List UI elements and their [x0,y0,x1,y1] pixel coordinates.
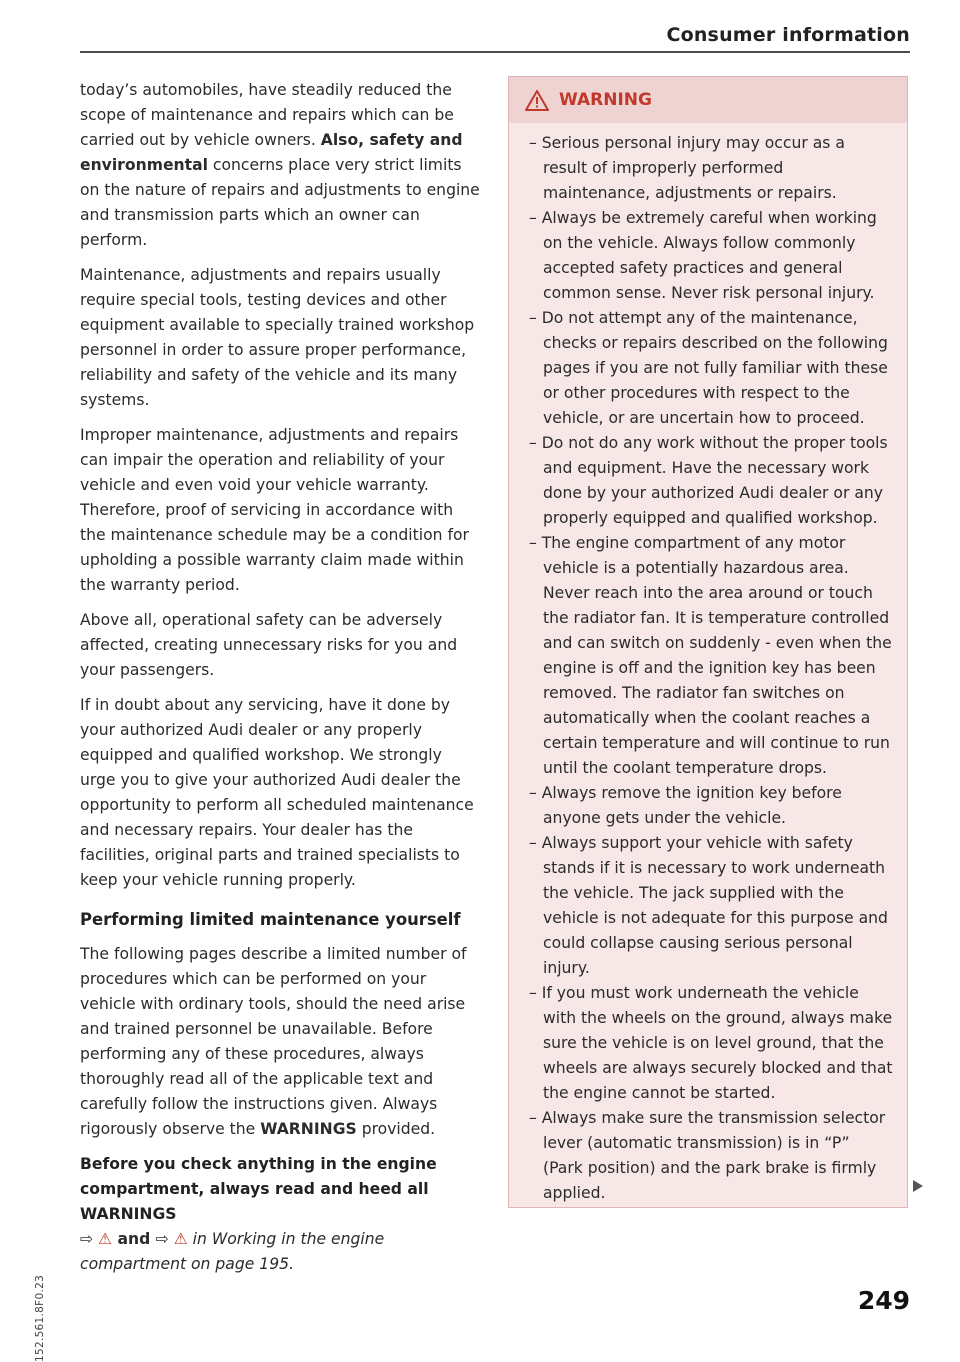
paragraph-2: Maintenance, adjustments and repairs usually require special tools, testing devices and other equipment available to specially trained workshop personnel in order to assure proper performance, reliability and safety of the vehicle and its many systems. [80,266,475,409]
paragraph-6: The following pages describe a limited number of procedures which can be performed on your vehicle with ordinary tools, should the need arise and trained personnel be unavailable. Before performing any of these procedures, always thoroughly read all of the applicable text and carefully follow the instructions given. Always rigorously observe the WARNINGS provided. [80,945,467,1138]
section-title: Consumer information [666,24,910,46]
warning-item: – The engine compartment of any motor vehicle is a potentially hazardous area. Never reach into the area around or touch the radiator fan. It is temperature controlled and can switch on suddenly - even when the engine is off and the ignition key has been removed. The radiator fan switches on automatically when the coolant reaches a certain temperature and will continue to run until the coolant temperature drops. [521,531,893,781]
document-code: 152.561.8F0.23 [34,1274,46,1362]
warning-box [508,76,908,1208]
warning-title: WARNING [559,90,652,110]
paragraph-1: today’s automobiles, have steadily reduced the scope of maintenance and repairs which can be carried out by vehicle owners. Also, safety and environmental concerns place very strict limits on the nature of repairs and adjustments to engine and transmission parts which an owner can perform. [80,81,480,249]
warning-symbol-icon: ⚠ [173,1230,188,1248]
lead-instruction: Before you check anything in the engine compartment, always read and heed all WARNINGS [80,1155,437,1223]
warning-header [509,77,907,123]
warning-item: – Always be extremely careful when working on the vehicle. Always follow commonly accepted safety practices and general common sense. Never risk personal injury. [521,206,893,306]
warning-triangle-icon [525,90,549,111]
warning-item: – Always remove the ignition key before anyone gets under the vehicle. [521,781,893,831]
warning-item: – If you must work underneath the vehicle with the wheels on the ground, always make sure the vehicle is on level ground, that the wheels are always securely blocked and that the engine cannot be started. [521,981,893,1106]
heading-limited-maintenance: Performing limited maintenance yourself [80,910,461,929]
page-number: 249 [857,1286,910,1315]
warning-item: – Always support your vehicle with safety stands if it is necessary to work underneath the vehicle. The jack supplied with the vehicle is not adequate for this purpose and could collapse causing serious personal injury. [521,831,893,981]
warning-item: – Serious personal injury may occur as a result of improperly performed maintenance, adjustments or repairs. [521,131,893,206]
warning-list [509,123,907,1206]
warning-item: – Do not do any work without the proper tools and equipment. Have the necessary work done by your authorized Audi dealer or any properly equipped and qualified workshop. [521,431,893,531]
paragraph-4: Above all, operational safety can be adversely affected, creating unnecessary risks for you and your passengers. [80,611,458,679]
paragraph-5: If in doubt about any servicing, have it done by your authorized Audi dealer or any properly equipped and qualified workshop. We strongly urge you to give your authorized Audi dealer the opportunity to perform all scheduled maintenance and necessary repairs. Your dealer has the facilities, original parts and trained specialists to keep your vehicle running properly. [80,696,474,889]
paragraph-3: Improper maintenance, adjustments and repairs can impair the operation and reliability of your vehicle and even void your vehicle warranty. Therefore, proof of servicing in accordance with the maintenance schedule may be a condition for upholding a possible warranty claim made within the warranty period. [80,426,469,594]
warning-item: – Do not attempt any of the maintenance, checks or repairs described on the following pages if you are not fully familiar with these or other procedures with respect to the vehicle, or are uncertain how to proceed. [521,306,893,431]
continue-arrow-icon [913,1180,923,1192]
header-rule [80,51,910,53]
cross-reference: ⇨ ⚠ and ⇨ ⚠ in Working in the engine compartment on page 195. [80,1230,385,1273]
warning-symbol-icon: ⚠ [98,1230,113,1248]
warning-item: – Always make sure the transmission selector lever (automatic transmission) is in “P” (Park position) and the park brake is firmly applied. [521,1106,893,1206]
left-column [80,78,480,1277]
